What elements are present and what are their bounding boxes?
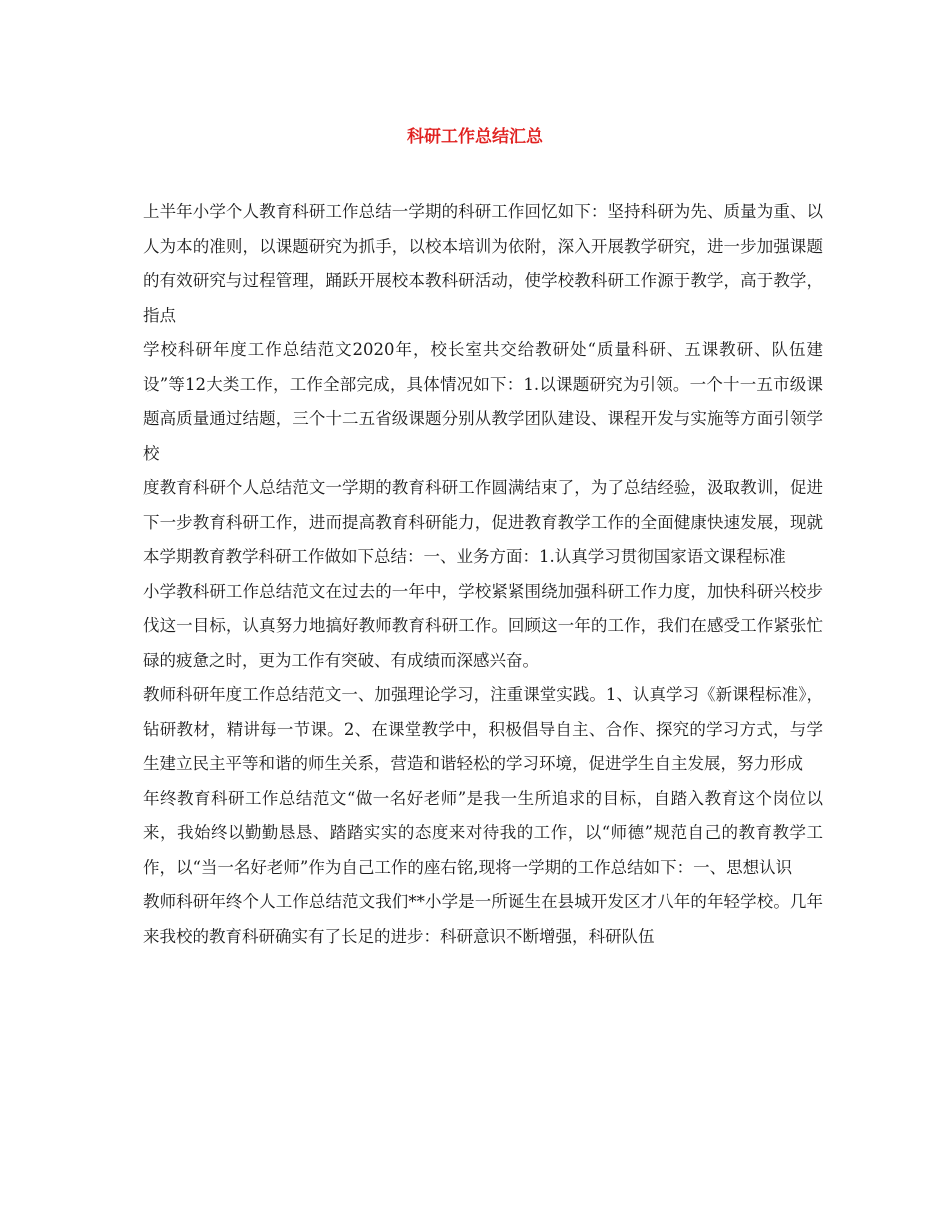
paragraph-5: 教师科研年度工作总结范文一、加强理论学习，注重课堂实践。1、认真学习《新课程标准》，钻研教材，精讲每一节课。2、在课堂教学中，积极倡导自主、合作、探究的学习方式，与学生建立民主平等和谐的师生关系，营造和谐轻松的学习环境，促进学生自主发展，努力形成 [143, 685, 823, 773]
paragraph-7: 教师科研年终个人工作总结范文我们**小学是一所诞生在县城开发区才八年的年轻学校。几年来我校的教育科研确实有了长足的进步：科研意识不断增强，科研队伍 [143, 892, 823, 946]
paragraph-6: 年终教育科研工作总结范文“做一名好老师”是我一生所追求的目标，自踏入教育这个岗位以来，我始终以勤勤恳恳、踏踏实实的态度来对待我的工作，以“师德”规范自己的教育教学工作，以“当一名好老师”作为自己工作的座右铭,现将一学期的工作总结如下：一、思想认识 [143, 788, 823, 877]
document-title: 科研工作总结汇总 [407, 127, 543, 147]
paragraph-2: 学校科研年度工作总结范文2020年，校长室共交给教研处“质量科研、五课教研、队伍建设”等12大类工作，工作全部完成，具体情况如下：1.以课题研究为引领。一个十一五市级课题高质量通过结题，三个十二五省级课题分别从教学团队建设、课程开发与实施等方面引领学校 [143, 340, 823, 463]
paragraph-1: 上半年小学个人教育科研工作总结一学期的科研工作回忆如下：坚持科研为先、质量为重、以人为本的准则，以课题研究为抓手，以校本培训为依附，深入开展教学研究，进一步加强课题的有效研究与过程管理，踊跃开展校本教科研活动，使学校教科研工作源于教学，高于教学，指点 [143, 202, 823, 325]
paragraph-4: 小学教科研工作总结范文在过去的一年中，学校紧紧围绕加强科研工作力度，加快科研兴校步伐这一目标，认真努力地搞好教师教育科研工作。回顾这一年的工作，我们在感受工作紧张忙碌的疲惫之时，更为工作有突破、有成绩而深感兴奋。 [143, 581, 823, 670]
document-body [143, 195, 823, 954]
paragraph-3: 度教育科研个人总结范文一学期的教育科研工作圆满结束了，为了总结经验，汲取教训，促进下一步教育科研工作，进而提高教育科研能力，促进教育教学工作的全面健康快速发展，现就本学期教育教学科研工作做如下总结：一、业务方面：1.认真学习贯彻国家语文课程标准 [143, 478, 823, 566]
